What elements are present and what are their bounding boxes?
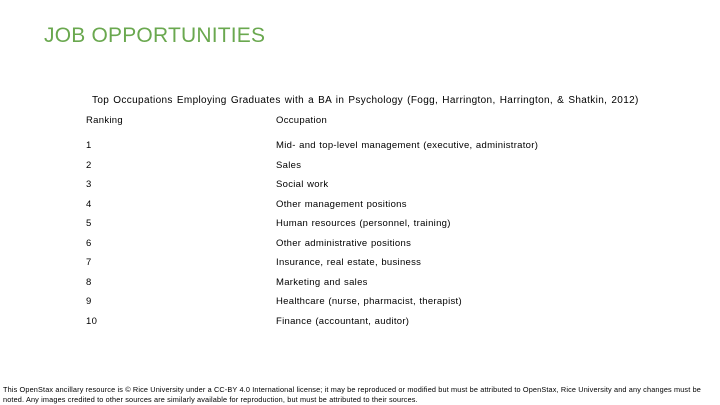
rank-cell: 5 [86,218,92,229]
rank-cell: 9 [86,296,92,307]
table-caption: Top Occupations Employing Graduates with a BA in Psychology (Fogg, Harrington, Harrington, & Shatkin, 2012) [92,95,639,106]
table-row [86,191,646,211]
table-row [86,249,646,269]
table-row [86,171,646,191]
table-row [86,308,646,328]
occupation-column-header: Occupation [276,115,328,126]
occupations-table [86,107,646,327]
table-row [86,152,646,172]
occupation-cell: Marketing and sales [276,276,368,288]
table-header-row [86,107,646,132]
occupation-cell: Social work [276,179,329,190]
table-row [86,288,646,308]
slide-title: JOB OPPORTUNITIES [44,24,266,47]
rank-cell: 1 [86,140,92,151]
license-footer: This OpenStax ancillary resource is © Rice University under a CC-BY 4.0 International license; it may be reproduced or modified but must be attributed to OpenStax, Rice University and any changes must be noted. Any images credited to other sources are similarly available for reproduction, but must be attributed to their sources. [3,385,702,404]
rank-cell: 6 [86,237,92,249]
ranking-column-header: Ranking [86,115,123,126]
rank-cell: 2 [86,159,92,171]
rank-cell: 10 [86,315,98,327]
table-row [86,230,646,250]
occupation-cell: Other management positions [276,198,407,210]
occupation-cell: Healthcare (nurse, pharmacist, therapist) [276,296,462,307]
rank-cell: 8 [86,276,92,288]
rank-cell: 7 [86,257,92,268]
occupation-cell: Sales [276,159,302,171]
rank-cell: 3 [86,179,92,190]
occupation-cell: Other administrative positions [276,237,412,249]
occupation-cell: Finance (accountant, auditor) [276,315,410,327]
table-row [86,132,646,152]
table-row [86,269,646,289]
occupation-cell: Mid- and top-level management (executive, administrator) [276,140,539,151]
occupation-cell: Human resources (personnel, training) [276,218,451,229]
rank-cell: 4 [86,198,92,210]
occupation-cell: Insurance, real estate, business [276,257,422,268]
table-row [86,210,646,230]
